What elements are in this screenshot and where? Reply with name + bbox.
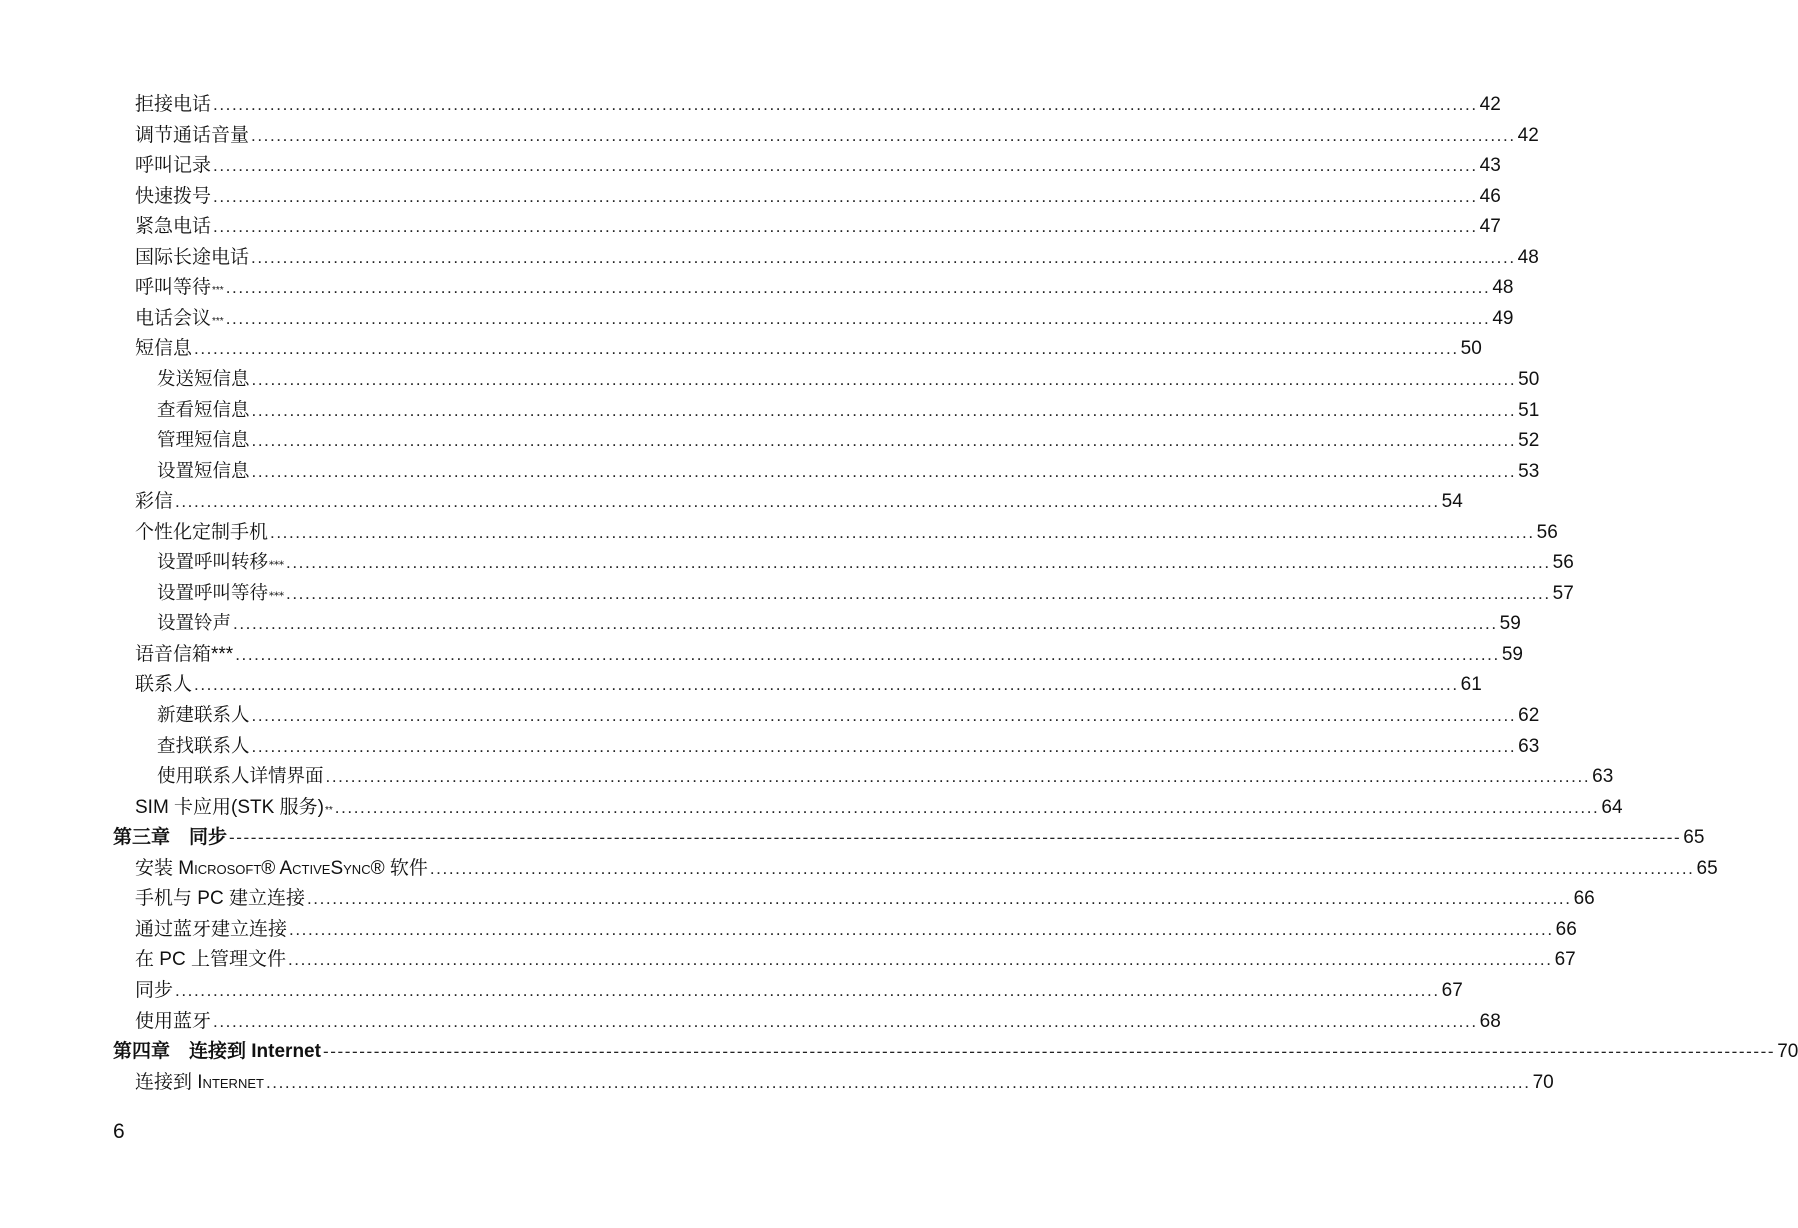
toc-chapter-entry[interactable] (113, 823, 1705, 853)
toc-entry-title: 国际长途电话 (135, 246, 250, 268)
toc-entry[interactable]: 设置呼叫等待 *** ........................................................................................................................................................................................................ 57 (157, 579, 811, 609)
toc-entry-page: 66 (1573, 888, 1595, 910)
toc-entry-title: 管理短信息 (157, 430, 250, 452)
toc-entry-leader: ........................................................................................................................................................................................................ (251, 125, 1516, 145)
page-number: 6 (113, 1120, 125, 1143)
toc-entry-page: 52 (1518, 430, 1540, 452)
toc-entry-page: 56 (1536, 521, 1558, 543)
toc-entry[interactable] (135, 518, 1558, 548)
toc-entry-title: 手机与 PC 建立连接 (135, 888, 305, 910)
toc-entry[interactable] (135, 487, 1463, 517)
toc-entry[interactable] (135, 334, 1482, 364)
toc-entry[interactable]: SIM 卡应用(STK 服务) ** ........................................................................................................................................................................................................ 64 (135, 793, 811, 823)
toc-entry-page: 53 (1518, 460, 1540, 482)
toc-entry-title: 语音信箱*** (135, 643, 234, 665)
toc-entry-page: 63 (1592, 766, 1614, 788)
toc-entry-title: 设置呼叫转移 (157, 552, 269, 574)
toc-entry-title: 在 PC 上管理文件 (135, 949, 286, 971)
toc-entry-page: 62 (1518, 705, 1540, 726)
toc-entry-title: 使用联系人详情界面 (157, 766, 324, 788)
toc-entry-leader: ........................................................................................................................................................................................................ (213, 186, 1478, 206)
toc-entry-title: 短信息 (135, 338, 193, 360)
toc-entry-leader: ........................................................................................................................................................................................................ (334, 797, 1600, 817)
toc-entry-page: 57 (1552, 582, 1574, 604)
toc-entry[interactable] (135, 212, 1501, 242)
toc-entry-leader: ........................................................................................................................................................................................................ (429, 858, 1695, 878)
toc-entry-title: 电话会议 (135, 307, 212, 329)
toc-entry-page: 54 (1441, 491, 1463, 513)
toc-entry-page: 48 (1517, 246, 1539, 268)
toc-entry-title: 紧急电话 (135, 216, 212, 238)
toc-entry-leader: ........................................................................................................................................................................................................ (286, 583, 1551, 603)
toc-entry-page: 51 (1518, 399, 1540, 421)
toc-entry-page: 42 (1517, 124, 1539, 146)
toc-entry[interactable] (135, 915, 1577, 945)
toc-entry[interactable] (135, 884, 1595, 914)
toc-entry-leader: ........................................................................................................................................................................................................ (251, 736, 1517, 756)
toc-entry-leader: ........................................................................................................................................................................................................ (251, 706, 1517, 725)
toc-entry-title: 设置呼叫等待 (157, 582, 269, 604)
toc-entry-leader: ........................................................................................................................................................................................................ (265, 1072, 1531, 1092)
toc-entry-title: 彩信 (135, 491, 174, 513)
toc-entry-leader: ........................................................................................................................................................................................................ (251, 369, 1517, 389)
toc-entry-page: 67 (1441, 979, 1463, 1001)
toc-entry-page: 43 (1479, 155, 1501, 177)
toc-entry-title: 呼叫记录 (135, 155, 212, 177)
toc-entry[interactable] (135, 243, 1539, 273)
toc-entry-leader: ........................................................................................................................................................................................................ (175, 980, 1440, 1000)
toc-entry-page: 50 (1460, 338, 1482, 360)
toc-entry-title: 安装 Microsoft® ActiveSync® 软件 (135, 857, 428, 879)
toc-entry-page: 65 (1696, 857, 1718, 879)
toc-entry-leader: ........................................................................................................................................................................................................ (287, 950, 1553, 970)
toc-entry-leader: ........................................................................................................................................................................................................ (213, 217, 1478, 237)
toc-entry[interactable] (135, 945, 1576, 975)
toc-entry[interactable] (157, 732, 1540, 762)
toc-entry[interactable] (135, 1007, 1501, 1037)
toc-entry-page: 63 (1518, 735, 1540, 757)
toc-entry-page: 70 (1532, 1071, 1554, 1093)
toc-entry-leader: ........................................................................................................................................................................................................ (213, 156, 1478, 176)
toc-entry-title: 调节通话音量 (135, 124, 250, 146)
toc-entry[interactable] (157, 426, 1540, 456)
toc-entry[interactable] (157, 396, 1540, 426)
toc-entry-title: 通过蓝牙建立连接 (135, 918, 288, 940)
toc-entry[interactable] (135, 1068, 1554, 1098)
toc-entry-leader: ........................................................................................................................................................................................................ (213, 95, 1478, 114)
toc-entry-title: 同步 (135, 979, 174, 1001)
toc-entry-leader: ........................................................................................................................................................................................................ (175, 492, 1440, 512)
toc-entry-leader: ........................................................................................................................................................................................................ (251, 400, 1517, 420)
toc-entry-leader: -------------------------------------------------------------------------------------------------------------------------------------------------------------------------------------------------------- (229, 828, 1682, 848)
toc-entry-title: 发送短信息 (157, 368, 250, 390)
toc-entry-title: 快速拨号 (135, 185, 212, 207)
toc-entry-leader: ........................................................................................................................................................................................................ (306, 889, 1572, 909)
toc-entry[interactable] (157, 762, 1614, 792)
toc-entry-leader: ........................................................................................................................................................................................................ (251, 461, 1517, 481)
toc-entry-leader: ........................................................................................................................................................................................................ (194, 339, 1459, 359)
toc-entry-title: 呼叫等待 (135, 277, 212, 299)
toc-entry-title: 设置铃声 (157, 613, 232, 635)
toc-entry-leader: ........................................................................................................................................................................................................ (233, 614, 1498, 634)
toc-entry-leader: ........................................................................................................................................................................................................ (286, 553, 1551, 573)
toc-entry-page: 49 (1492, 307, 1514, 329)
toc-entry-title: 查看短信息 (157, 399, 250, 421)
toc-chapter-entry[interactable] (113, 1037, 1798, 1067)
toc-entry-page: 59 (1501, 643, 1523, 665)
toc-entry[interactable] (135, 151, 1501, 181)
toc-entry[interactable] (135, 121, 1539, 151)
toc-entry-page: 42 (1479, 94, 1501, 115)
toc-entry-title: 第三章 同步 (113, 827, 228, 849)
toc-entry[interactable]: 呼叫等待 *** ........................................................................................................................................................................................................ 48 (135, 273, 811, 303)
toc-entry-leader: -------------------------------------------------------------------------------------------------------------------------------------------------------------------------------------------------------- (322, 1042, 1776, 1062)
toc-entry-page: 68 (1479, 1010, 1501, 1032)
toc-entry-page: 67 (1554, 949, 1576, 971)
toc-entry-page: 47 (1479, 216, 1501, 238)
toc-entry-page: 56 (1552, 552, 1574, 574)
toc-entry[interactable] (157, 365, 1540, 395)
toc-entry-page: 70 (1777, 1041, 1798, 1063)
toc-entry-leader: ........................................................................................................................................................................................................ (289, 919, 1554, 939)
toc-entry-title: 新建联系人 (157, 705, 250, 726)
toc-entry[interactable] (135, 670, 1482, 700)
toc-entry-title: SIM 卡应用(STK 服务) (135, 796, 324, 818)
toc-entry[interactable] (157, 609, 1521, 639)
toc-entry[interactable]: 设置呼叫转移 *** ........................................................................................................................................................................................................ 56 (157, 548, 811, 578)
toc-entry[interactable] (135, 976, 1463, 1006)
toc-entry-title: 查找联系人 (157, 735, 250, 757)
toc-entry-title: 个性化定制手机 (135, 521, 269, 543)
toc-entry-page: 50 (1518, 368, 1540, 390)
toc-entry-leader: ........................................................................................................................................................................................................ (225, 308, 1491, 328)
toc-entry-page: 64 (1601, 796, 1623, 818)
toc-entry-title: 设置短信息 (157, 460, 250, 482)
toc-entry[interactable] (157, 457, 1540, 487)
toc-entry[interactable] (135, 182, 1501, 212)
toc-entry-title: 连接到 Internet (135, 1071, 264, 1093)
toc-entry-title: 使用蓝牙 (135, 1010, 212, 1032)
toc-entry-title: 拒接电话 (135, 94, 212, 115)
toc-entry[interactable]: 电话会议 *** ........................................................................................................................................................................................................ 49 (135, 304, 811, 334)
toc-entry-leader: ........................................................................................................................................................................................................ (225, 278, 1491, 298)
toc-entry-leader: ........................................................................................................................................................................................................ (270, 522, 1535, 542)
toc-entry[interactable] (135, 854, 1718, 884)
toc-entry[interactable] (157, 701, 1540, 731)
toc-entry-page: 48 (1492, 277, 1514, 299)
toc-entry-page: 59 (1499, 613, 1521, 635)
toc-entry-page: 66 (1555, 918, 1577, 940)
toc-entry-page: 61 (1460, 674, 1482, 696)
toc-entry-page: 46 (1479, 185, 1501, 207)
toc-entry-leader: ........................................................................................................................................................................................................ (325, 767, 1591, 787)
toc-entry-page: 65 (1683, 827, 1705, 849)
toc-entry-title: 第四章 连接到 Internet (113, 1041, 321, 1063)
toc-entry-title: 联系人 (135, 674, 193, 696)
toc-entry[interactable] (135, 640, 1523, 670)
toc-entry-leader: ........................................................................................................................................................................................................ (251, 247, 1516, 267)
toc-entry-leader: ........................................................................................................................................................................................................ (251, 431, 1517, 451)
toc-entry-leader: ........................................................................................................................................................................................................ (194, 675, 1459, 695)
toc-entry[interactable] (135, 90, 1501, 120)
toc-entry-leader: ........................................................................................................................................................................................................ (235, 644, 1500, 664)
toc-entry-leader: ........................................................................................................................................................................................................ (213, 1011, 1478, 1031)
